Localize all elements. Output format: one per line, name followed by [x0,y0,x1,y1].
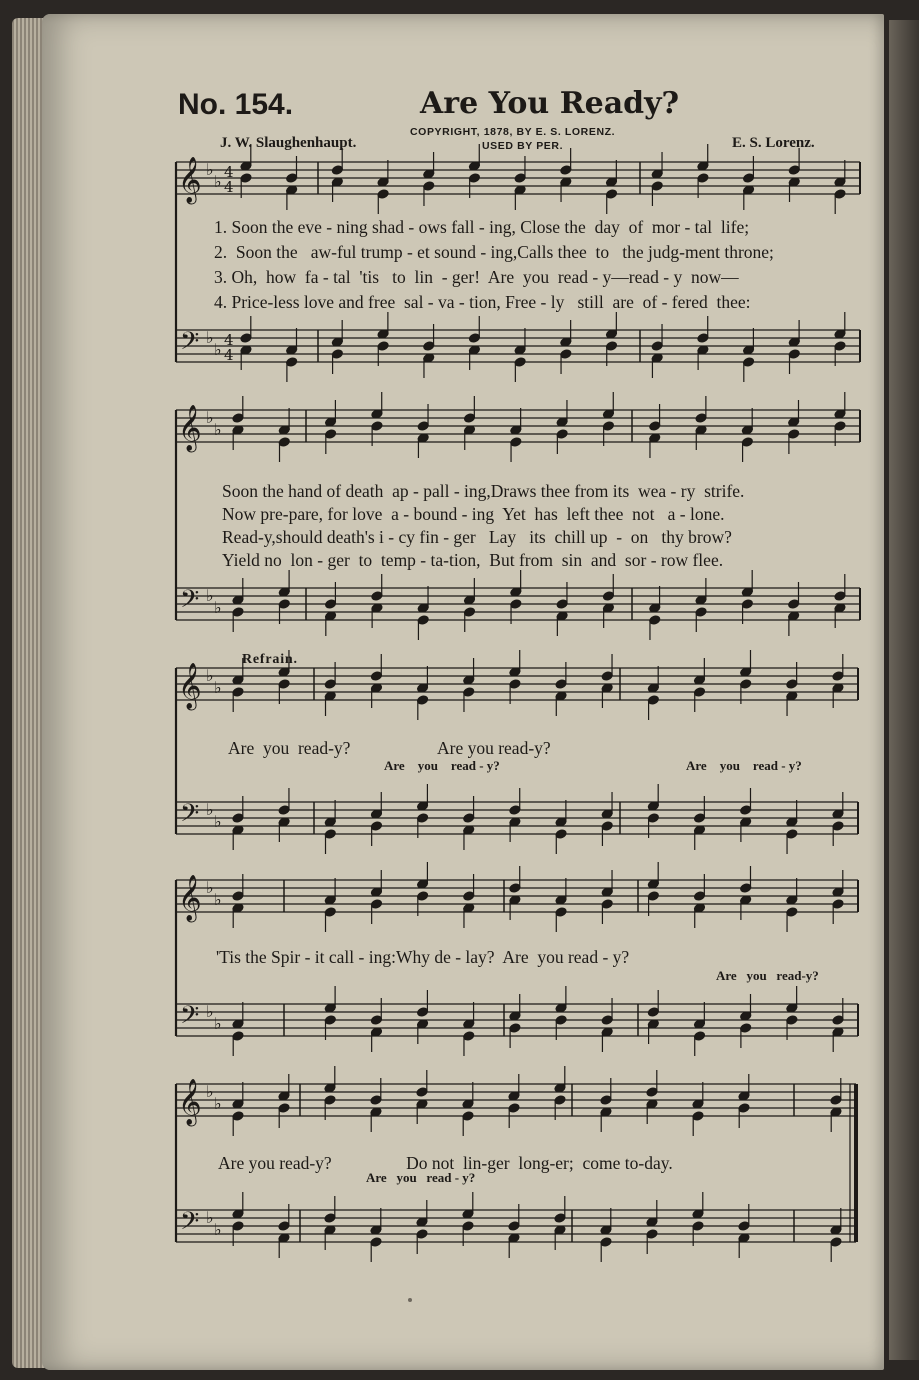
music-glyph: ♭ [214,1094,222,1113]
refrain-label: Refrain. [242,652,298,667]
music-glyph: ♭ [206,1082,214,1101]
refrain-line-3: Are you read-y? Do not lin-ger long-er; come to-day. [218,1153,673,1173]
music-glyph: ♭ [206,328,214,347]
music-glyph: 𝄞 [178,157,202,203]
verse-3-line-b: Read-y,should death's i - cy fin - ger Lay its chill up - on thy brow? [222,527,732,547]
refrain-line-1-echo-b: Are you read - y? [686,758,802,773]
refrain-line-2: 'Tis the Spir - it call - ing:Why de - lay? Are you read - y? [216,947,630,967]
page-speck [408,1298,412,1302]
music-glyph: ♭ [214,1014,222,1033]
music-glyph: ♭ [206,666,214,685]
verse-2-line-b: Now pre-pare, for love a - bound - ing Yet has left thee not a - lone. [222,504,725,524]
music-glyph: ♭ [214,812,222,831]
music-glyph: ♭ [206,1002,214,1021]
verse-4-line-a: 4. Price-less love and free sal - va - tion, Free - ly still are of - fered thee: [214,292,751,312]
music-glyph: ♭ [214,678,222,697]
music-glyph: 4 [224,163,234,181]
composer-credit: E. S. Lorenz. [732,135,815,151]
hymn-title: Are You Ready? [420,86,680,121]
refrain-line-2-echo: Are you read-y? [716,968,819,983]
music-glyph: 4 [224,331,234,349]
refrain-line-1: Are you read-y? Are you read-y? [228,738,551,758]
music-glyph: ♭ [214,420,222,439]
music-glyph: 4 [224,178,234,196]
music-glyph: ♭ [206,586,214,605]
copyright-notice: COPYRIGHT, 1878, BY E. S. LORENZ. [410,126,616,138]
music-glyph: ♭ [206,160,214,179]
music-glyph: 𝄞 [178,875,202,921]
music-glyph: 𝄢 [180,585,200,620]
music-glyph: ♭ [214,598,222,617]
refrain-line-1-echo-a: Are you read - y? [384,758,500,773]
music-glyph: 𝄢 [180,799,200,834]
music-glyph: ♭ [214,1220,222,1239]
verse-1-line-b: Soon the hand of death ap - pall - ing,Draws thee from its wea - ry strife. [222,481,745,501]
verse-3-line-a: 3. Oh, how fa - tal 'tis to lin - ger! Are you read - y—read - y now— [214,267,739,287]
music-glyph: ♭ [206,408,214,427]
music-glyph: ♭ [206,800,214,819]
music-glyph: ♭ [214,172,222,191]
verse-4-line-b: Yield no lon - ger to temp - ta-tion, But from sin and sor - row flee. [222,550,724,570]
music-glyph: ♭ [214,890,222,909]
music-glyph: 𝄢 [180,1207,200,1242]
music-glyph: 𝄢 [180,327,200,362]
verse-1-line-a: 1. Soon the eve - ning shad - ows fall - ing, Close the day of mor - tal life; [214,217,750,237]
verse-2-line-a: 2. Soon the aw-ful trump - et sound - ing,Calls thee to the judg-ment throne; [214,242,774,262]
music-glyph: 4 [224,346,234,364]
music-glyph: 𝄞 [178,663,202,709]
music-glyph: 𝄢 [180,1001,200,1036]
music-glyph: ♭ [206,878,214,897]
music-glyph: ♭ [206,1208,214,1227]
music-glyph: 𝄞 [178,1079,202,1125]
music-glyph: ♭ [214,340,222,359]
hymn-number: No. 154. [178,88,294,121]
refrain-line-3-echo: Are you read - y? [366,1170,476,1185]
permission-notice: USED BY PER. [482,140,564,152]
lyricist-credit: J. W. Slaughenhaupt. [220,135,357,151]
music-glyph: 𝄞 [178,405,202,451]
